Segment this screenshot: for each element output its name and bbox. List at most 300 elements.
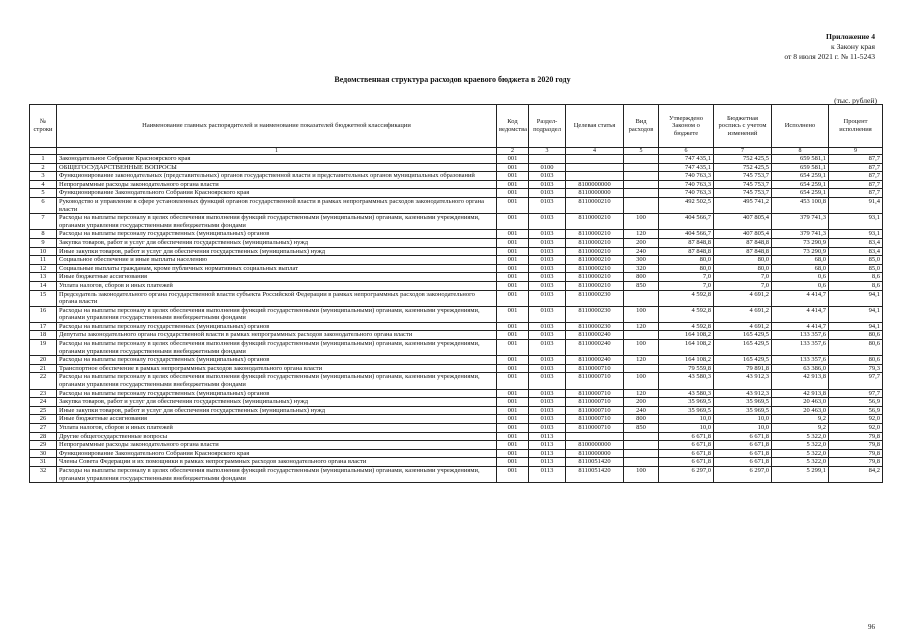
row-approved: 79 559,8 [659,364,714,373]
row-code: 001 [497,406,529,415]
col-header-code: Код ведомства [497,105,529,148]
row-type: 100 [624,306,659,322]
row-approved: 35 969,5 [659,406,714,415]
row-executed: 659 581,1 [772,163,829,172]
row-type [624,163,659,172]
row-budget: 745 753,7 [714,172,772,181]
row-approved: 747 435,1 [659,155,714,164]
row-executed: 42 913,8 [772,389,829,398]
row-percent: 94,1 [829,306,883,322]
law-date: от 8 июля 2021 г. № 11-5243 [784,52,875,61]
row-number: 4 [30,180,57,189]
row-approved: 164 108,2 [659,340,714,356]
row-name: Уплата налогов, сборов и иных платежей [57,281,497,290]
row-name: Депутаты законодательного органа государственной власти в рамках непрограммных расходов законодательного органа власти [57,331,497,340]
row-budget: 6 671,8 [714,432,772,441]
row-number: 30 [30,449,57,458]
col-header-type: Вид расходов [624,105,659,148]
row-approved: 740 763,3 [659,172,714,181]
row-target: 8110000710 [566,373,624,389]
row-approved: 404 566,7 [659,214,714,230]
row-number: 24 [30,398,57,407]
page-number: 96 [868,623,875,631]
table-row [30,273,883,282]
row-type: 200 [624,398,659,407]
row-percent: 93,1 [829,214,883,230]
row-number: 22 [30,373,57,389]
row-executed: 379 741,3 [772,214,829,230]
table-row [30,466,883,482]
row-section: 0103 [529,331,566,340]
row-approved: 164 108,2 [659,331,714,340]
row-approved: 6 671,8 [659,432,714,441]
row-target: 8110000710 [566,389,624,398]
row-target [566,163,624,172]
row-approved: 6 671,8 [659,441,714,450]
row-code: 001 [497,214,529,230]
row-number: 10 [30,247,57,256]
document-title: Ведомственная структура расходов краевого бюджета в 2020 году [334,75,571,84]
row-code: 001 [497,247,529,256]
row-target: 8110000210 [566,256,624,265]
table-row [30,441,883,450]
row-name: ОБЩЕГОСУДАРСТВЕННЫЕ ВОПРОСЫ [57,163,497,172]
row-percent: 97,7 [829,389,883,398]
row-percent: 94,1 [829,322,883,331]
table-row [30,449,883,458]
row-target: 8100000000 [566,441,624,450]
row-section: 0103 [529,214,566,230]
row-executed: 654 259,1 [772,189,829,198]
row-section: 0113 [529,432,566,441]
row-percent: 94,1 [829,290,883,306]
row-executed: 68,0 [772,264,829,273]
row-number: 28 [30,432,57,441]
row-section: 0113 [529,449,566,458]
row-name: Закупка товаров, работ и услуг для обеспечения государственных (муниципальных) нужд [57,238,497,247]
row-code: 001 [497,432,529,441]
col-header-section: Раздел-подраздел [529,105,566,148]
row-name: Расходы на выплаты персоналу в целях обеспечения выполнения функций государственными (муниципальными) органами, казенными учреждениями, органами управления государственными внебюджетными фондами [57,214,497,230]
row-code: 001 [497,197,529,213]
row-percent: 79,8 [829,432,883,441]
row-name: Иные бюджетные ассигнования [57,415,497,424]
row-name: Расходы на выплаты персоналу в целях обеспечения выполнения функций государственными (муниципальными) органами, казенными учреждениями, органами управления государственными внебюджетными фондами [57,466,497,482]
row-percent: 79,3 [829,364,883,373]
col-number: 5 [624,148,659,155]
row-approved: 4 592,8 [659,290,714,306]
col-number: 3 [529,148,566,155]
row-section: 0103 [529,281,566,290]
row-name: Расходы на выплаты персоналу в целях обеспечения выполнения функций государственными (муниципальными) органами, казенными учреждениями, органами управления государственными внебюджетными фондами [57,306,497,322]
row-code: 001 [497,340,529,356]
row-budget: 6 671,8 [714,458,772,467]
row-approved: 740 763,3 [659,180,714,189]
table-row [30,306,883,322]
row-type [624,364,659,373]
appendix-label: Приложение 4 [826,32,875,41]
row-number: 9 [30,238,57,247]
col-number: 4 [566,148,624,155]
row-percent: 85,0 [829,264,883,273]
col-header-percent: Процент исполнения [829,105,883,148]
col-header-target: Целевая статья [566,105,624,148]
row-executed: 5 322,0 [772,441,829,450]
table-row [30,340,883,356]
row-executed: 453 100,8 [772,197,829,213]
row-section: 0103 [529,398,566,407]
table-row [30,356,883,365]
row-section: 0103 [529,172,566,181]
row-type: 100 [624,340,659,356]
row-type: 100 [624,466,659,482]
row-executed: 379 741,3 [772,230,829,239]
row-target: 8110000240 [566,331,624,340]
row-target: 8110000210 [566,230,624,239]
row-budget: 407 805,4 [714,214,772,230]
row-type: 300 [624,256,659,265]
row-code: 001 [497,163,529,172]
row-executed: 133 357,6 [772,340,829,356]
row-approved: 492 502,5 [659,197,714,213]
row-type: 850 [624,281,659,290]
table-row [30,189,883,198]
row-section: 0103 [529,264,566,273]
row-budget: 6 671,8 [714,449,772,458]
row-percent: 79,8 [829,449,883,458]
row-percent: 87,7 [829,163,883,172]
row-target: 8110000710 [566,415,624,424]
row-target: 8100000000 [566,180,624,189]
row-budget: 165 429,5 [714,340,772,356]
row-percent: 79,8 [829,441,883,450]
row-type [624,331,659,340]
document-header [784,32,875,62]
table-row [30,432,883,441]
row-target: 8110000210 [566,197,624,213]
row-type: 100 [624,373,659,389]
row-section: 0103 [529,340,566,356]
row-approved: 35 969,5 [659,398,714,407]
row-budget: 80,0 [714,264,772,273]
row-section: 0103 [529,364,566,373]
row-executed: 0,6 [772,281,829,290]
row-name: Законодательное Собрание Красноярского края [57,155,497,164]
row-approved: 4 592,8 [659,322,714,331]
row-target: 8110000210 [566,273,624,282]
row-type [624,458,659,467]
table-row [30,373,883,389]
col-number: 6 [659,148,714,155]
row-percent: 87,7 [829,172,883,181]
row-percent: 91,4 [829,197,883,213]
row-number: 6 [30,197,57,213]
row-section: 0103 [529,189,566,198]
row-type: 120 [624,389,659,398]
row-name: Социальное обеспечение и иные выплаты населению [57,256,497,265]
row-section: 0103 [529,356,566,365]
row-number: 14 [30,281,57,290]
row-section: 0103 [529,247,566,256]
row-section: 0103 [529,415,566,424]
row-type: 200 [624,238,659,247]
row-name: Расходы на выплаты персоналу государственных (муниципальных) органов [57,356,497,365]
table-row [30,415,883,424]
table-body [30,155,883,483]
row-percent: 56,9 [829,398,883,407]
row-target: 8110000230 [566,290,624,306]
row-approved: 10,0 [659,415,714,424]
row-budget: 4 691,2 [714,306,772,322]
table-row [30,163,883,172]
row-number: 15 [30,290,57,306]
row-executed: 133 357,6 [772,331,829,340]
row-budget: 87 848,8 [714,247,772,256]
row-type [624,290,659,306]
row-number: 23 [30,389,57,398]
table-row [30,424,883,433]
row-name: Функционирование Законодательного Собрания Красноярского края [57,189,497,198]
row-section: 0103 [529,389,566,398]
col-header-budget: Бюджетная роспись с учетом изменений [714,105,772,148]
row-target: 8110000210 [566,214,624,230]
row-executed: 4 414,7 [772,306,829,322]
row-percent: 80,6 [829,340,883,356]
table-row [30,398,883,407]
row-percent: 97,7 [829,373,883,389]
row-number: 7 [30,214,57,230]
row-percent: 84,2 [829,466,883,482]
row-name: Функционирование законодательных (представительных) органов государственной власти и представительных органов муниципальных образований [57,172,497,181]
row-target: 8110000710 [566,424,624,433]
row-section: 0103 [529,290,566,306]
row-number: 1 [30,155,57,164]
col-header-num: № строки [30,105,57,148]
row-number: 3 [30,172,57,181]
row-code: 001 [497,256,529,265]
row-type: 100 [624,214,659,230]
row-name: Иные бюджетные ассигнования [57,273,497,282]
row-type [624,441,659,450]
row-executed: 5 299,1 [772,466,829,482]
row-section: 0103 [529,180,566,189]
row-code: 001 [497,424,529,433]
row-code: 001 [497,238,529,247]
row-executed: 5 322,0 [772,449,829,458]
row-target: 8110000710 [566,406,624,415]
row-percent: 92,0 [829,415,883,424]
row-percent: 87,7 [829,155,883,164]
row-target: 8110000710 [566,364,624,373]
col-header-executed: Исполнено [772,105,829,148]
row-name: Непрограммные расходы законодательного органа власти [57,180,497,189]
row-code: 001 [497,189,529,198]
row-name: Закупка товаров, работ и услуг для обеспечения государственных (муниципальных) нужд [57,398,497,407]
col-header-approved: Утверждено Законом о бюджете [659,105,714,148]
row-executed: 20 463,0 [772,398,829,407]
row-budget: 165 429,5 [714,331,772,340]
row-budget: 752 425,5 [714,155,772,164]
row-approved: 4 592,8 [659,306,714,322]
row-approved: 43 580,3 [659,373,714,389]
row-code: 001 [497,331,529,340]
row-budget: 745 753,7 [714,180,772,189]
row-number: 17 [30,322,57,331]
row-name: Расходы на выплаты персоналу в целях обеспечения выполнения функций государственными (муниципальными) органами, казенными учреждениями, органами управления государственными внебюджетными фондами [57,340,497,356]
row-code: 001 [497,466,529,482]
table-row [30,247,883,256]
row-section: 0103 [529,306,566,322]
row-type: 120 [624,356,659,365]
row-budget: 6 671,8 [714,441,772,450]
row-section: 0103 [529,230,566,239]
row-approved: 7,0 [659,281,714,290]
table-row [30,331,883,340]
row-executed: 654 259,1 [772,180,829,189]
row-executed: 5 322,0 [772,432,829,441]
row-type: 800 [624,415,659,424]
row-section: 0113 [529,466,566,482]
row-budget: 87 848,8 [714,238,772,247]
row-code: 001 [497,281,529,290]
row-code: 001 [497,180,529,189]
row-number: 19 [30,340,57,356]
row-budget: 79 891,8 [714,364,772,373]
row-executed: 20 463,0 [772,406,829,415]
row-section: 0103 [529,273,566,282]
row-type [624,172,659,181]
row-percent: 8,6 [829,281,883,290]
row-executed: 654 259,1 [772,172,829,181]
row-code: 001 [497,306,529,322]
row-section [529,155,566,164]
row-target: 8110000210 [566,247,624,256]
row-number: 8 [30,230,57,239]
row-target: 8110000710 [566,398,624,407]
row-budget: 495 741,2 [714,197,772,213]
row-code: 001 [497,458,529,467]
row-number: 12 [30,264,57,273]
row-number: 21 [30,364,57,373]
row-code: 001 [497,290,529,306]
row-section: 0100 [529,163,566,172]
row-name: Транспортное обеспечение в рамках непрограммных расходов законодательного органа власти [57,364,497,373]
row-code: 001 [497,415,529,424]
row-percent: 87,7 [829,180,883,189]
row-name: Уплата налогов, сборов и иных платежей [57,424,497,433]
row-type: 240 [624,247,659,256]
col-number: 1 [57,148,497,155]
row-number: 13 [30,273,57,282]
row-name: Непрограммные расходы законодательного органа власти [57,441,497,450]
row-executed: 73 290,9 [772,247,829,256]
row-code: 001 [497,273,529,282]
row-budget: 4 691,2 [714,290,772,306]
row-target: 8110000000 [566,449,624,458]
row-target: 8110000210 [566,281,624,290]
table-row [30,197,883,213]
table-row [30,238,883,247]
row-name: Руководство и управление в сфере установленных функций органов государственной власти в рамках непрограммных расходов законодательного органа власти [57,197,497,213]
row-budget: 7,0 [714,273,772,282]
row-executed: 0,6 [772,273,829,282]
row-name: Расходы на выплаты персоналу государственных (муниципальных) органов [57,230,497,239]
row-percent: 80,6 [829,356,883,365]
row-target [566,172,624,181]
table-row [30,155,883,164]
row-approved: 43 580,3 [659,389,714,398]
row-type: 120 [624,230,659,239]
row-percent: 8,6 [829,273,883,282]
row-code: 001 [497,322,529,331]
row-code: 001 [497,155,529,164]
table-row [30,389,883,398]
row-number: 2 [30,163,57,172]
row-executed: 659 581,1 [772,155,829,164]
row-budget: 43 912,3 [714,389,772,398]
table-row [30,256,883,265]
row-type [624,197,659,213]
row-name: Председатель законодательного органа государственной власти субъекта Российской Федерации в рамках непрограммных расходов законодательного органа власти [57,290,497,306]
row-section: 0103 [529,424,566,433]
row-approved: 747 435,1 [659,163,714,172]
row-type: 240 [624,406,659,415]
row-percent: 83,4 [829,247,883,256]
row-executed: 9,2 [772,415,829,424]
row-approved: 80,0 [659,264,714,273]
row-percent: 56,9 [829,406,883,415]
row-code: 001 [497,398,529,407]
row-name: Расходы на выплаты персоналу государственных (муниципальных) органов [57,322,497,331]
row-executed: 4 414,7 [772,290,829,306]
row-budget: 35 969,5 [714,398,772,407]
row-type: 120 [624,322,659,331]
table-row [30,322,883,331]
col-number: 2 [497,148,529,155]
row-number: 18 [30,331,57,340]
row-executed: 63 386,0 [772,364,829,373]
row-target: 8110051420 [566,458,624,467]
row-budget: 752 425,5 [714,163,772,172]
row-executed: 42 913,8 [772,373,829,389]
row-number: 31 [30,458,57,467]
row-type: 850 [624,424,659,433]
row-percent: 83,4 [829,238,883,247]
row-name: Функционирование Законодательного Собрания Красноярского края [57,449,497,458]
row-type [624,180,659,189]
row-approved: 404 566,7 [659,230,714,239]
row-executed: 4 414,7 [772,322,829,331]
row-approved: 6 671,8 [659,458,714,467]
row-code: 001 [497,449,529,458]
row-budget: 4 691,2 [714,322,772,331]
row-type [624,432,659,441]
table-row [30,406,883,415]
row-section: 0103 [529,373,566,389]
table-row [30,264,883,273]
row-number: 11 [30,256,57,265]
col-header-name: Наименование главных распорядителей и наименование показателей бюджетной классификации [57,105,497,148]
row-percent: 85,0 [829,256,883,265]
row-name: Иные закупки товаров, работ и услуг для обеспечения государственных (муниципальных) нужд [57,247,497,256]
row-name: Иные закупки товаров, работ и услуг для обеспечения государственных (муниципальных) нужд [57,406,497,415]
row-executed: 68,0 [772,256,829,265]
row-number: 5 [30,189,57,198]
row-target: 8110000210 [566,264,624,273]
row-approved: 80,0 [659,256,714,265]
col-number [30,148,57,155]
row-code: 001 [497,230,529,239]
